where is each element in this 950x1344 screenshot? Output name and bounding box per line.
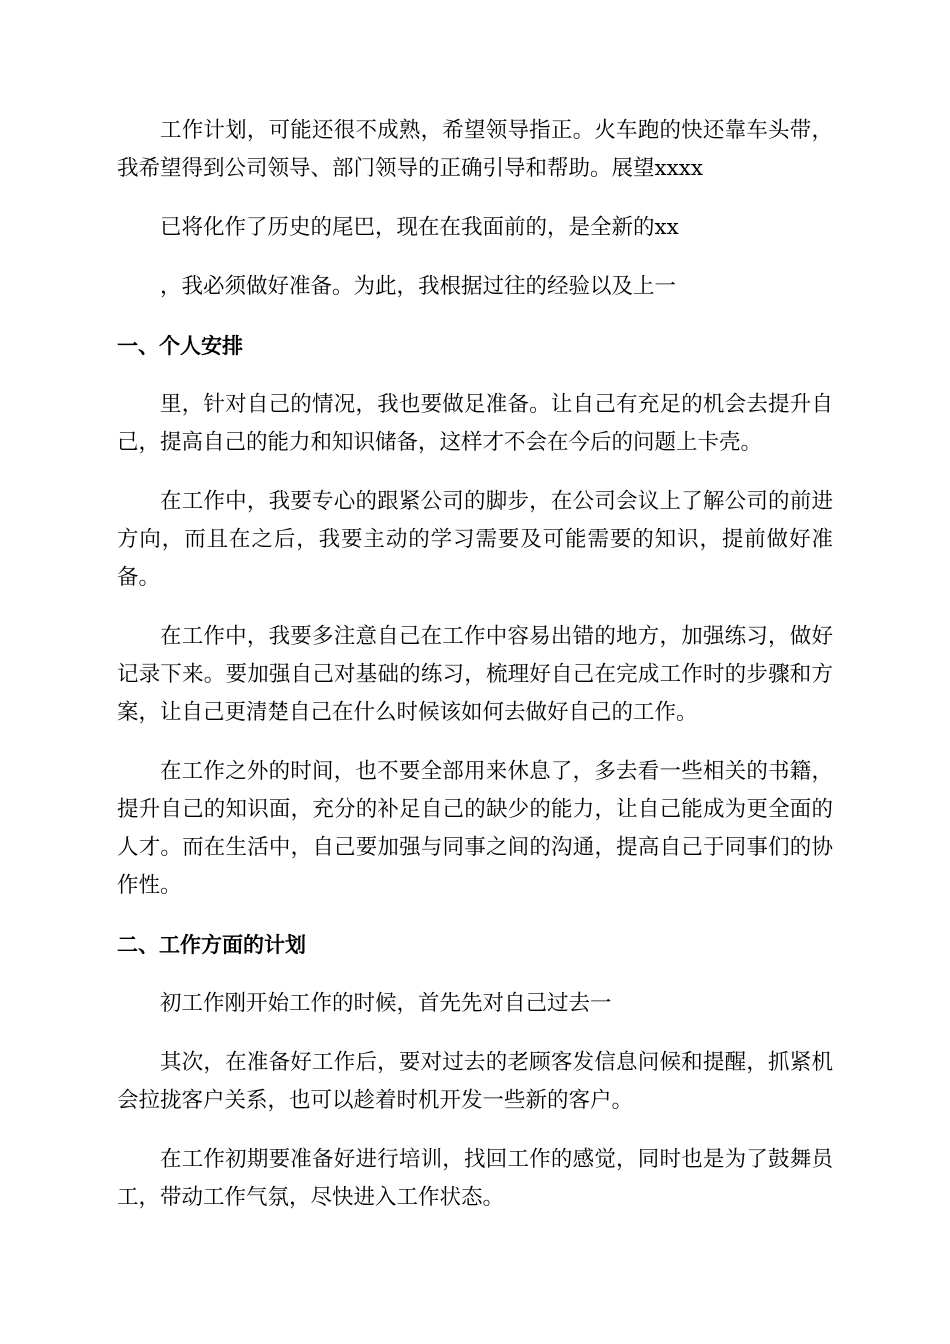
section-heading-personal-plan: 一、个人安排	[117, 334, 243, 358]
paragraph-work-1: 初工作刚开始工作的时候，首先先对自己过去一	[160, 991, 612, 1016]
paragraph-personal-2: 在工作中，我要专心的跟紧公司的脚步，在公司会议上了解公司的前进方向，而且在之后，我要主动的学习需要及可能需要的知识，提前做好准备。	[117, 489, 833, 590]
paragraph-intro-1: 工作计划，可能还很不成熟，希望领导指正。火车跑的快还靠车头带，我希望得到公司领导、部门领导的正确引导和帮助。展望xxxx	[117, 118, 833, 181]
paragraph-personal-4: 在工作之外的时间，也不要全部用来休息了，多去看一些相关的书籍，提升自己的知识面，充分的补足自己的缺少的能力，让自己能成为更全面的人才。而在生活中，自己要加强与同事之间的沟通，提高自己于同事们的协作性。	[117, 759, 833, 898]
paragraph-personal-3: 在工作中，我要多注意自己在工作中容易出错的地方，加强练习，做好记录下来。要加强自己对基础的练习，梳理好自己在完成工作时的步骤和方案，让自己更清楚自己在什么时候该如何去做好自己的工作。	[117, 624, 833, 725]
paragraph-personal-1: 里，针对自己的情况，我也要做足准备。让自己有充足的机会去提升自己，提高自己的能力和知识储备，这样才不会在今后的问题上卡壳。	[117, 392, 833, 455]
paragraph-work-3: 在工作初期要准备好进行培训，找回工作的感觉，同时也是为了鼓舞员工，带动工作气氛，尽快进入工作状态。	[117, 1147, 833, 1210]
paragraph-work-2: 其次，在准备好工作后，要对过去的老顾客发信息问候和提醒，抓紧机会拉拢客户关系，也可以趁着时机开发一些新的客户。	[117, 1050, 833, 1113]
document-body	[117, 112, 833, 1238]
paragraph-intro-3: ，我必须做好准备。为此，我根据过往的经验以及上一	[160, 274, 677, 299]
section-heading-work-plan: 二、工作方面的计划	[117, 933, 306, 957]
paragraph-intro-2: 已将化作了历史的尾巴，现在在我面前的，是全新的xx	[160, 215, 679, 240]
